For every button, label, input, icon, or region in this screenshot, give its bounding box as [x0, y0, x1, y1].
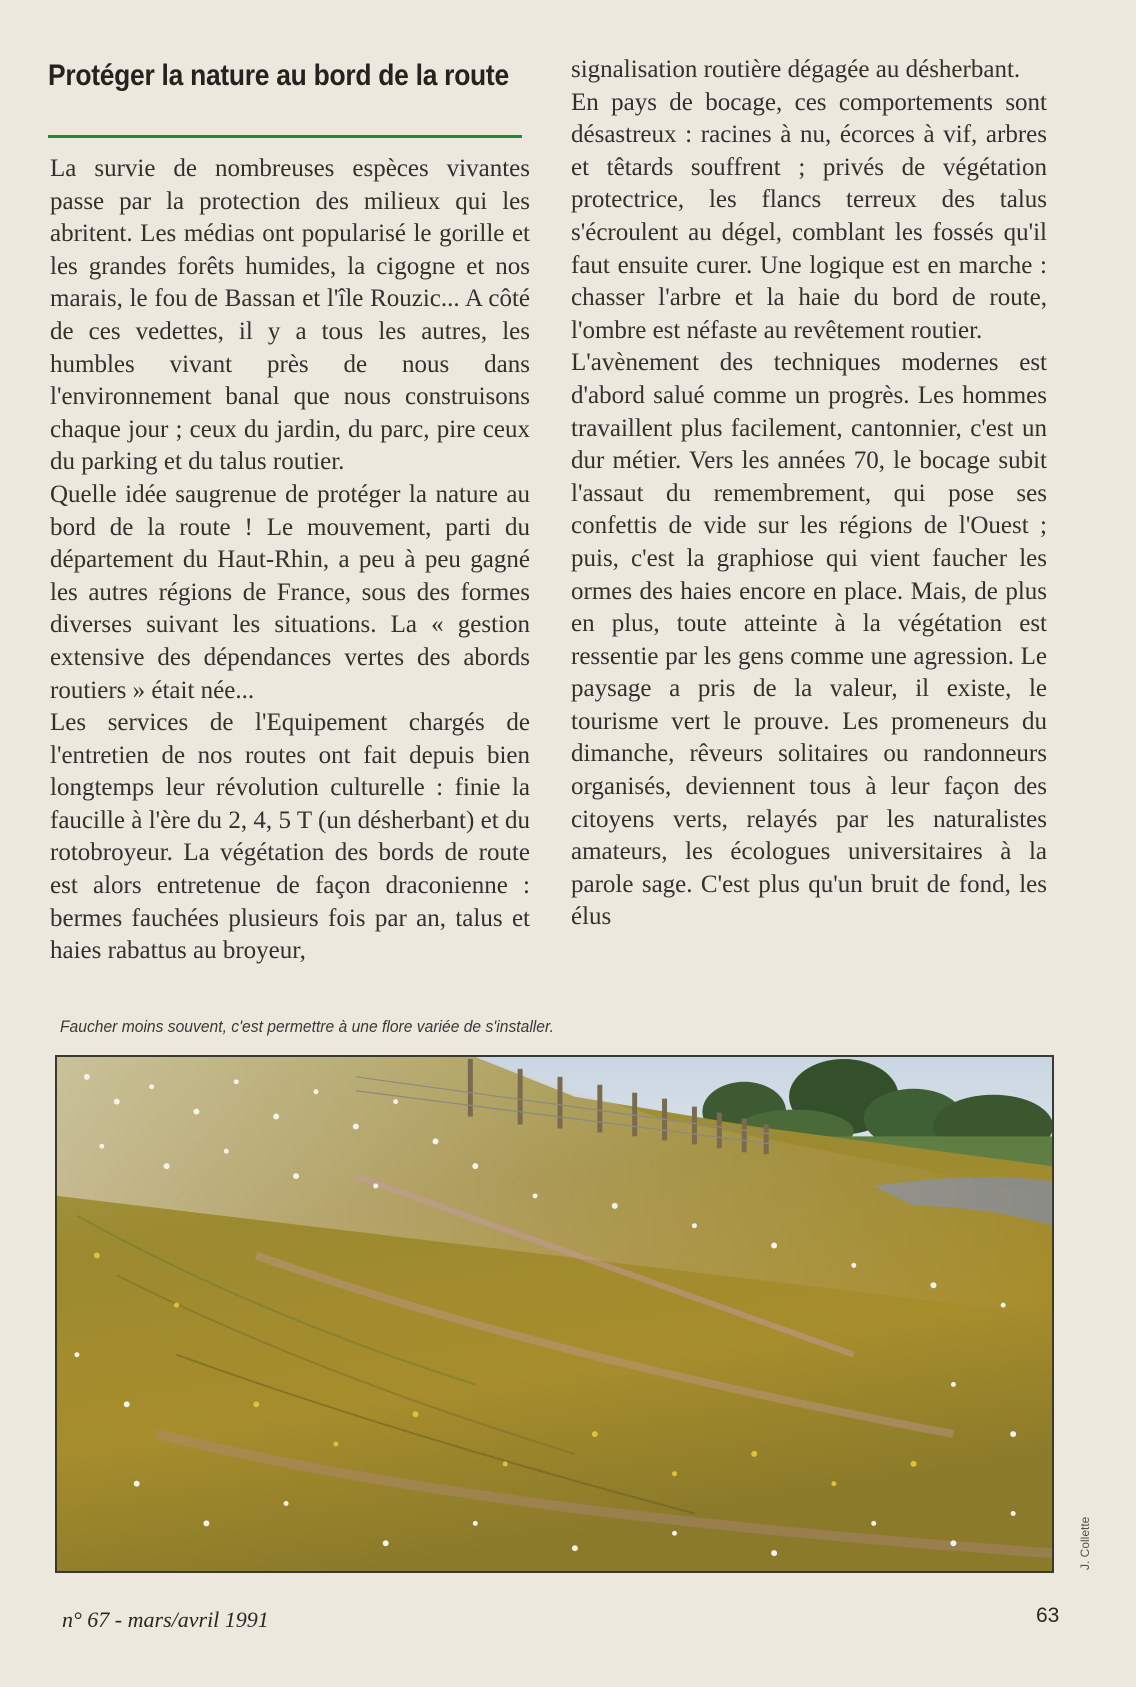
photo-caption: Faucher moins souvent, c'est permettre à une flore variée de s'installer.: [60, 1017, 554, 1036]
title-underline: [48, 135, 522, 138]
paragraph: La survie de nombreuses espèces vivantes passe par la protection des milieux qui les abritent. Les médias ont popularisé le gorille et les grandes forêts humides, la cigogne et nos marais, le fou de Bassan et l'île Rouzic... A côté de ces vedettes, il y a tous les autres, les humbles vivant près de nous dans l'environnement banal que nous construisons chaque jour ; ceux du jardin, du parc, pire ceux du parking et du talus routier.: [50, 155, 530, 476]
paragraph: Les services de l'Equipement chargés de l'entretien de nos routes ont fait depuis bien longtemps leur révolution culturelle : finie la faucille à l'ère du 2, 4, 5 T (un désherbant) et du rotobroyeur. La végétation des bords de route est alors entretenue de façon draconienne : bermes fauchées plusieurs fois par an, talus et haies rabattus au broyeur,: [50, 709, 530, 965]
paragraph: Quelle idée saugrenue de protéger la nature au bord de la route ! Le mouvement, parti du département du Haut-Rhin, a peu à peu gagné les autres régions de France, sous des formes diverses suivant les situations. La « gestion extensive des dépendances vertes des abords routiers » était née...: [50, 480, 530, 704]
paragraph: En pays de bocage, ces comportements sont désastreux : racines à nu, écorces à vif, arbres et têtards souffrent ; privés de végétation protectrice, les flancs terreux des talus s'écroulent au dégel, comblant les fossés qu'il faut ensuite curer. Une logique est en marche : chasser l'arbre et la haie du bord de route, l'ombre est néfaste au revêtement routier.: [571, 88, 1047, 344]
paragraph: L'avènement des techniques modernes est d'abord salué comme un progrès. Les hommes travaillent plus facilement, cantonnier, c'est un dur métier. Vers les années 70, le bocage subit l'assaut du remembrement, qui pose ses confettis de vide sur les régions de l'Ouest ; puis, c'est la graphiose qui vient faucher les ormes des haies encore en place. Mais, de plus en plus, toute atteinte à la végétation est ressentie par les gens comme une agression. Le paysage a pris de la valeur, il existe, le tourisme vert le prouve. Les promeneurs du dimanche, rêveurs solitaires ou randonneurs organisés, deviennent tous à leur façon des citoyens verts, relayés par les naturalistes amateurs, les écologues universitaires à la parole sage. C'est plus qu'un bruit de fond, les élus: [571, 349, 1047, 931]
right-column: [571, 54, 1047, 934]
page-number: 63: [1036, 1604, 1060, 1627]
article-title: Protéger la nature au bord de la route: [48, 59, 509, 92]
left-column: [50, 153, 530, 968]
paragraph: signalisation routière dégagée au désherbant.: [571, 56, 1021, 83]
meadow-illustration: [57, 1057, 1052, 1571]
issue-reference: n° 67 - mars/avril 1991: [62, 1607, 269, 1632]
photo-credit: J. Collette: [1078, 1516, 1092, 1570]
roadside-meadow-photo: [55, 1055, 1054, 1573]
